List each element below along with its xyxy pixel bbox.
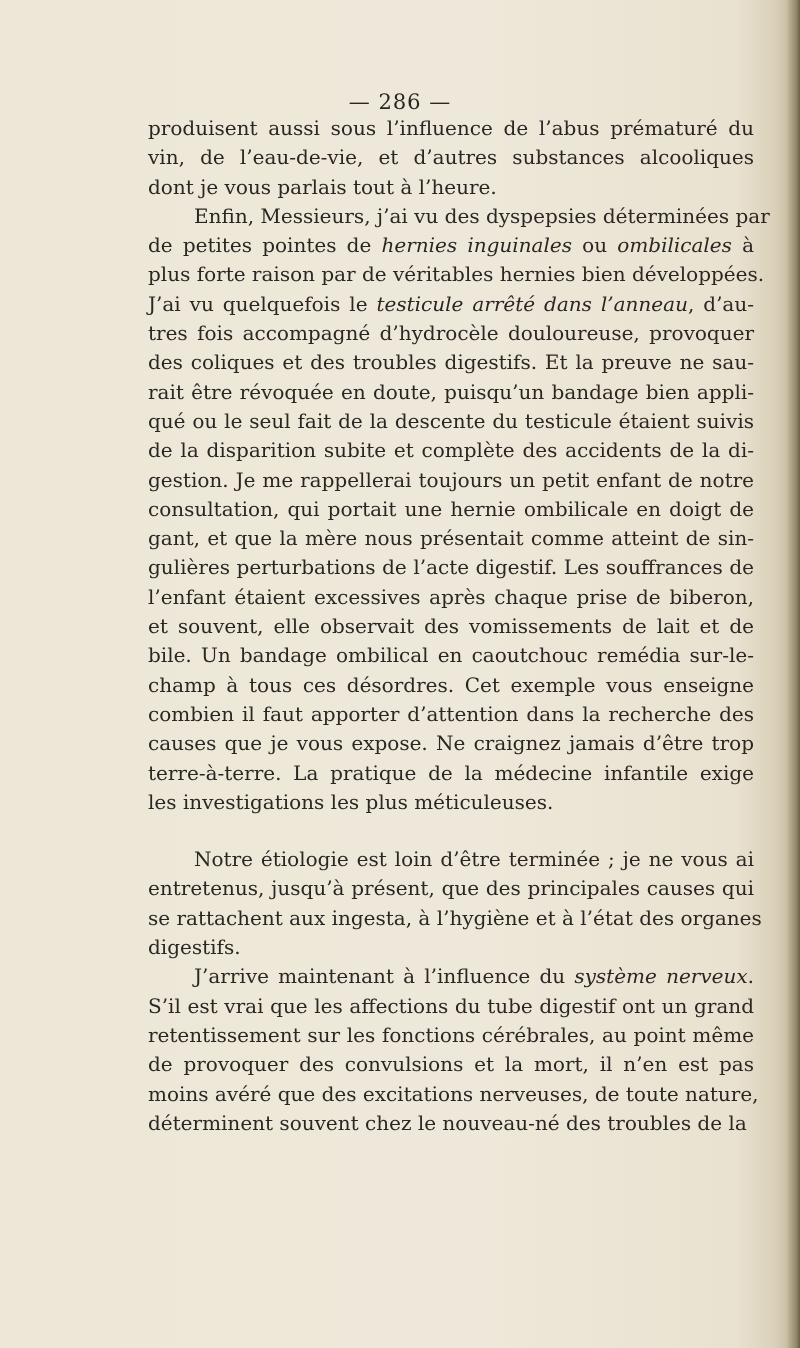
text-span: , d’au- (687, 291, 754, 316)
text-span: gulières perturbations de l’acte digestif. Les souffrances de (148, 555, 754, 580)
text-line (148, 641, 754, 670)
text-line (148, 524, 754, 553)
text-span: qué ou le seul fait de la descente du testicule étaient suivis (148, 408, 754, 433)
text-span: rait être révoquée en doute, puisqu’un bandage bien appli- (148, 379, 754, 404)
text-line (148, 612, 754, 641)
text-span: retentissement sur les fonctions cérébrales, au point même (148, 1022, 754, 1047)
text-line (148, 962, 754, 991)
text-span: de la disparition subite et complète des accidents de la di- (148, 438, 754, 463)
text-line (148, 583, 754, 612)
text-span: . (747, 964, 754, 989)
text-span: digestifs. (148, 935, 241, 960)
text-line (148, 1109, 754, 1138)
text-span: dont je vous parlais tout à l’heure. (148, 174, 497, 199)
text-line (148, 114, 754, 143)
italic-term: testicule arrêté dans l’anneau (376, 291, 688, 316)
text-line (148, 553, 754, 582)
text-span: combien il faut apporter d’attention dans la recherche des (148, 701, 754, 726)
paragraph (148, 202, 770, 817)
text-span: les investigations les plus méticuleuses. (148, 789, 554, 814)
text-span: moins avéré que des excitations nerveuses, de toute nature, (148, 1081, 759, 1106)
text-line (148, 231, 754, 260)
page-edge-shadow (786, 0, 800, 1348)
body-text (148, 114, 770, 1138)
text-span: consultation, qui portait une hernie ombilicale en doigt de (148, 496, 754, 521)
text-span: causes que je vous expose. Ne craignez jamais d’être trop (148, 731, 754, 756)
text-line (148, 173, 754, 202)
text-span: à (731, 233, 755, 258)
text-line (148, 407, 754, 436)
text-span: déterminent souvent chez le nouveau-né des troubles de la (148, 1110, 747, 1135)
text-span: de petites pointes de (148, 233, 382, 258)
text-span: et souvent, elle observait des vomissements de lait et de (148, 614, 754, 639)
text-line (148, 436, 754, 465)
text-line (148, 495, 754, 524)
page-number: — 286 — (348, 90, 452, 114)
text-line (148, 729, 754, 758)
text-span: des coliques et des troubles digestifs. Et la preuve ne sau- (148, 350, 754, 375)
text-line (148, 845, 754, 874)
text-line (148, 759, 754, 788)
text-span: l’enfant étaient excessives après chaque prise de biberon, (148, 584, 754, 609)
text-span: S’il est vrai que les affections du tube digestif ont un grand (148, 993, 754, 1018)
text-span: bile. Un bandage ombilical en caoutchouc remédia sur-le- (148, 643, 754, 668)
text-span: tres fois accompagné d’hydrocèle douloureuse, provoquer (148, 321, 754, 346)
paragraph (148, 845, 762, 962)
text-line (148, 904, 762, 933)
text-line (148, 700, 754, 729)
text-line (148, 143, 754, 172)
text-line (148, 1080, 759, 1109)
text-span: J’arrive maintenant à l’influence du (194, 964, 575, 989)
italic-term: hernies inguinales (381, 233, 572, 258)
text-line (148, 290, 754, 319)
text-line (148, 202, 770, 231)
text-line (148, 319, 754, 348)
text-span: ou (571, 233, 618, 258)
text-span: se rattachent aux ingesta, à l’hygiène et à l’état des organes (148, 905, 762, 930)
text-span: plus forte raison par de véritables hernies bien développées. (148, 262, 765, 287)
text-line (148, 671, 754, 700)
text-span: vin, de l’eau-de-vie, et d’autres substances alcooliques (148, 145, 754, 170)
text-span: gestion. Je me rappellerai toujours un petit enfant de notre (148, 467, 754, 492)
text-span: J’ai vu quelquefois le (148, 291, 377, 316)
italic-term: système nerveux (574, 964, 748, 989)
text-line (148, 1021, 754, 1050)
text-line (148, 260, 765, 289)
text-span: Notre étiologie est loin d’être terminée ; je ne vous ai (194, 847, 754, 872)
paragraph (148, 114, 754, 202)
text-span: champ à tous ces désordres. Cet exemple vous enseigne (148, 672, 754, 697)
italic-term: ombilicales (617, 233, 732, 258)
text-span: Enfin, Messieurs, j’ai vu des dyspepsies déterminées par (194, 203, 770, 228)
text-line (148, 933, 754, 962)
text-span: de provoquer des convulsions et la mort, il n’en est pas (148, 1052, 754, 1077)
text-line (148, 378, 754, 407)
text-line (148, 466, 754, 495)
text-line (148, 992, 754, 1021)
text-line (148, 788, 754, 817)
text-span: terre-à-terre. La pratique de la médecine infantile exige (148, 760, 754, 785)
text-span: gant, et que la mère nous présentait comme atteint de sin- (148, 526, 754, 551)
text-line (148, 874, 754, 903)
text-line (148, 1050, 754, 1079)
text-span: entretenus, jusqu’à présent, que des principales causes qui (148, 876, 754, 901)
text-line (148, 348, 754, 377)
paragraph-gap (148, 817, 754, 845)
paragraph (148, 962, 759, 1138)
text-span: produisent aussi sous l’influence de l’abus prématuré du (148, 116, 754, 140)
